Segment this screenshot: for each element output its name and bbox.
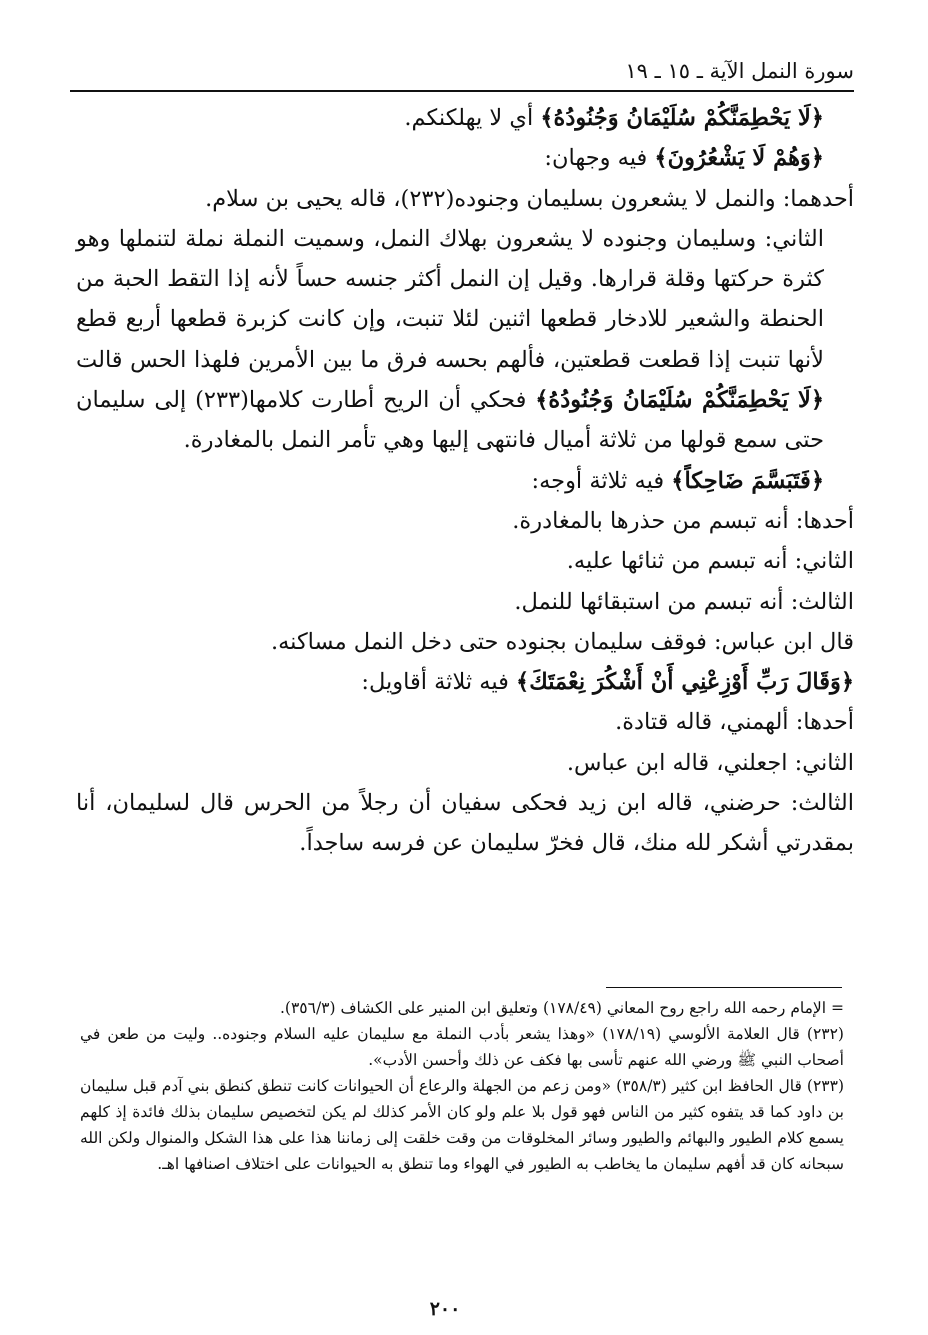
footnote-divider — [606, 987, 842, 988]
text-line — [76, 98, 854, 138]
quran-verse: ﴿فَتَبَسَّمَ ضَاحِكاً﴾ — [671, 467, 824, 494]
quran-verse: ﴿لَا يَحْطِمَنَّكُمْ سُلَيْمَانُ وَجُنُودُهُ﴾ — [540, 105, 824, 131]
commentary: الثاني: وسليمان وجنوده لا يشعرون بهلاك النمل، وسميت النملة نملة لتنملها وهو كثرة حركتها وقلة قرارها. وقيل إن النمل أكثر جنسه حساً لأنه إذا التقط الحبة من الحنطة والشعير للادخار قطعها اثنين لئلا تنبت، وإن كانت كزبرة قطعها أربع قطع لأنها تنبت إذا قطعت قطعتين، فألهم بحسه فرق ما بين الأمرين فلهذا الحس قالت — [76, 225, 824, 373]
text-line: الثاني: اجعلني، قاله ابن عباس. — [566, 749, 854, 776]
quran-verse: ﴿لَا يَحْطِمَنَّكُمْ سُلَيْمَانُ وَجُنُودُهُ﴾ — [535, 387, 824, 414]
paragraph — [76, 219, 854, 461]
paragraph: الثالث: حرضني، قاله ابن زيد فحكى سفيان أن رجلاً من الحرس قال لسليمان، أنا بمقدرتي أشكر لله منك، قال فخرّ سليمان عن فرسه ساجداً. — [76, 790, 854, 857]
footnote-continuation: = الإمام رحمه الله راجع روح المعاني (١٧٨/٤٩) وتعليق ابن المنير على الكشاف (٣٥٦/٣). — [280, 999, 844, 1017]
text-line — [76, 662, 854, 702]
text-line: قال ابن عباس: فوقف سليمان بجنوده حتى دخل النمل مساكنه. — [270, 628, 854, 655]
quran-verse: ﴿وَهُمْ لَا يَشْعُرُونَ﴾ — [654, 145, 824, 172]
commentary: فيه ثلاثة أوجه: — [531, 467, 672, 494]
page-number: ٢٠٠ — [429, 1298, 461, 1320]
text-line — [76, 138, 854, 178]
footnotes — [80, 995, 844, 1177]
text-line: الثالث: أنه تبسم من استبقائها للنمل. — [514, 588, 854, 615]
running-head: سورة النمل الآية ـ ١٥ ـ ١٩ — [70, 56, 854, 92]
text-line: الثاني: أنه تبسم من ثنائها عليه. — [566, 548, 854, 575]
quran-verse: ﴿وَقَالَ رَبِّ أَوْزِعْنِي أَنْ أَشْكُرَ نِعْمَتَكَ﴾ — [516, 669, 854, 696]
text-line — [76, 461, 854, 501]
commentary: أي لا يهلكنكم. — [404, 105, 541, 131]
commentary: فيه وجهان: — [544, 145, 655, 172]
text-line: أحدهما: والنمل لا يشعرون بسليمان وجنوده(٢٣٢)، قاله يحيى بن سلام. — [205, 185, 854, 212]
commentary: فحكي أن الريح أطارت كلامها(٢٣٣) إلى سليمان حتى سمع قولها من ثلاثة أميال فانتهى إليها وهي تأمر النمل بالمغادرة. — [76, 387, 824, 454]
footnote-233: (٢٣٣) قال الحافظ ابن كثير (٣٥٨/٣) «ومن زعم من الجهلة والرعاع أن الحيوانات كانت تنطق كنطق بني آدم قبل سليمان بن داود كما قد يتفوه كثير من الناس فهو قول بلا علم ولو كان الأمر كذلك لم يكن لتخصيص سليمان بذلك فائدة إذ كلهم يسمع كلام الطيور والبهائم والطيور وسائر المخلوقات من وقت خلقت إلى زماننا هذا على هذا الشكل والمنوال ولكن الله سبحانه كان قد أفهم سليمان ما يخاطب به الطيور في الهواء وما تنطق به الحيوانات على اختلاف اصنافها اهـ. — [80, 1077, 844, 1173]
main-text — [76, 98, 854, 864]
text-line: أحدها: ألهمني، قاله قتادة. — [615, 709, 854, 736]
text-line: أحدها: أنه تبسم من حذرها بالمغادرة. — [512, 507, 854, 534]
commentary: فيه ثلاثة أقاويل: — [361, 669, 517, 696]
footnote-232: (٢٣٢) قال العلامة الألوسي (١٧٨/١٩) «وهذا يشعر بأدب النملة مع سليمان عليه السلام وجنوده.. وليت من طعن في أصحاب النبي ﷺ ورضي الله عنهم تأسى بها فكف عن ذلك وأحسن الأدب». — [80, 1025, 844, 1069]
